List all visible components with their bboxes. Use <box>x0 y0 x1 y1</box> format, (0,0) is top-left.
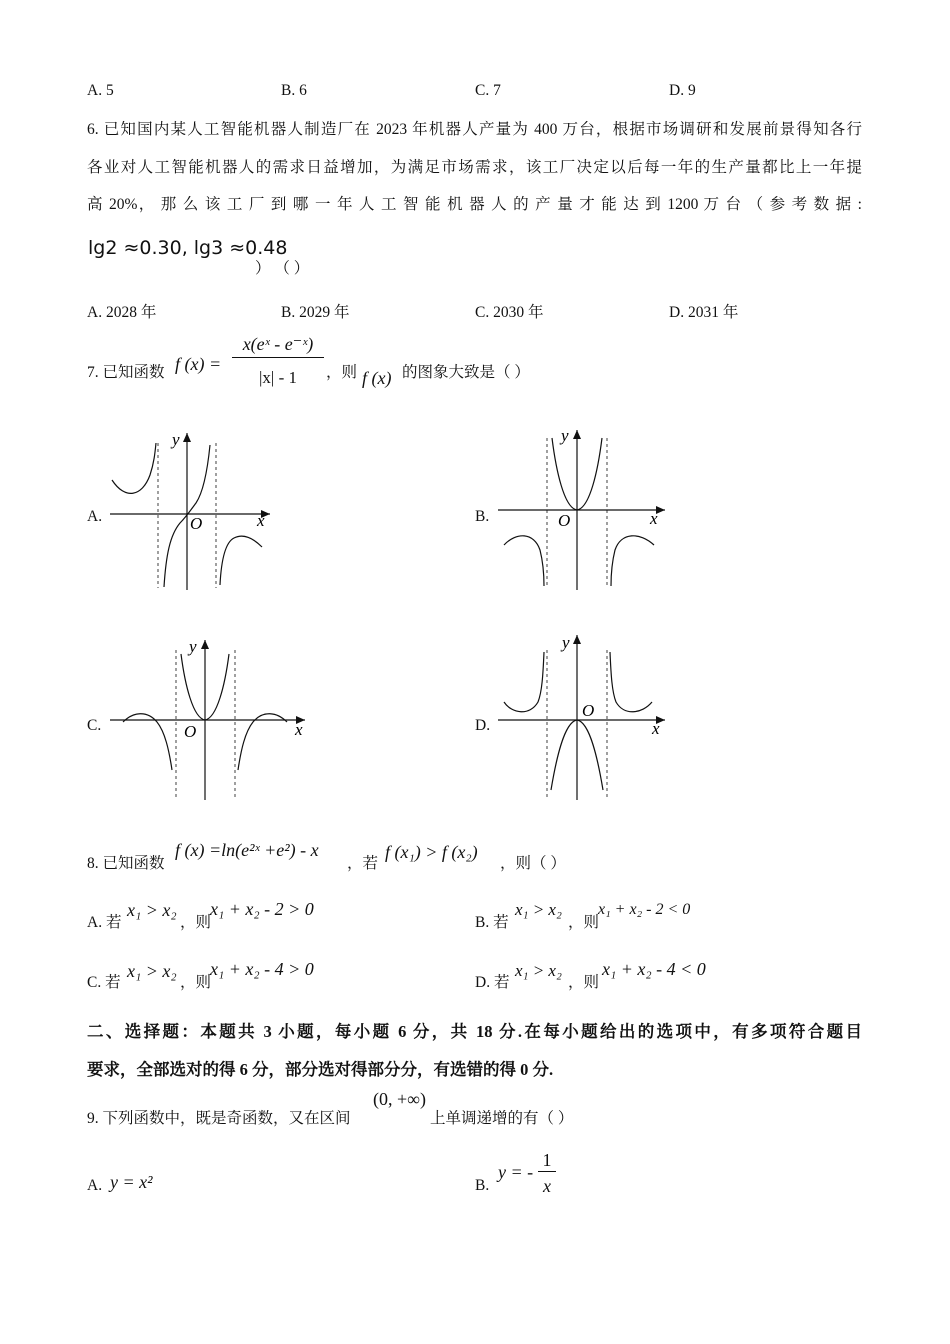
graph-d-curve-left <box>504 652 544 712</box>
q8-option-d-result: x₁ + x₂ - 4 < 0 <box>602 959 706 979</box>
q5-option-c: C. 7 <box>475 82 501 99</box>
graph-b-curve-left <box>504 536 544 586</box>
q9-prefix: 9. 下列函数中，既是奇函数，又在区间 <box>87 1110 351 1127</box>
q8-option-a-result: x₁ + x₂ - 2 > 0 <box>210 899 314 919</box>
graph-d-y-label: y <box>562 633 570 652</box>
q8-option-c-label: C. 若 <box>87 974 121 991</box>
q8-option-b-then: ，则 <box>568 914 600 931</box>
q6-option-a: A. 2028 年 <box>87 304 157 321</box>
section2-heading-line-2: 要求，全部选对的得 6 分，部分选对得部分分，有选错的得 0 分. <box>87 1060 554 1079</box>
q5-option-b: B. 6 <box>281 82 307 99</box>
q7-f-of-x: f (x) = <box>175 354 222 374</box>
q9-option-a-expr: y = x² <box>110 1172 153 1192</box>
q9-suffix: 上单调递增的有（ ） <box>430 1110 574 1127</box>
graph-c-y-label: y <box>189 637 197 656</box>
q8-middle: ，若 <box>347 855 379 872</box>
q8-option-c-then: ，则 <box>180 974 212 991</box>
q9-interval: (0, +∞) <box>373 1089 426 1109</box>
graph-label-b: B. <box>475 508 490 525</box>
q8-condition: f (x₁) > f (x₂) <box>385 842 478 862</box>
q8-option-d-label: D. 若 <box>475 974 510 991</box>
graph-b <box>490 420 675 595</box>
q5-option-a: A. 5 <box>87 82 114 99</box>
q8-prefix: 8. 已知函数 <box>87 855 165 872</box>
q9-option-a-label: A. <box>87 1177 103 1194</box>
graph-a-origin-label: O <box>190 514 203 533</box>
q8-option-b-label: B. 若 <box>475 914 509 931</box>
q9-option-b-numerator: 1 <box>538 1150 556 1172</box>
graph-c-x-label: x <box>295 720 303 739</box>
q8-option-d-cond: x₁ > x₂ <box>515 961 562 980</box>
q8-option-a-cond: x₁ > x₂ <box>127 900 177 920</box>
graph-a-curve-right <box>220 536 262 585</box>
graph-c-origin-label: O <box>184 722 197 741</box>
q6-option-d: D. 2031 年 <box>669 304 739 321</box>
q8-option-a-then: ，则 <box>180 914 212 931</box>
q5-option-d: D. 9 <box>669 82 696 99</box>
q6-option-b: B. 2029 年 <box>281 304 350 321</box>
q9-option-b-denominator: x <box>543 1176 551 1196</box>
q7-f-ref: f (x) <box>362 368 392 388</box>
q7-prefix: 7. 已知函数 <box>87 364 165 381</box>
q8-suffix: ，则（ ） <box>500 855 566 872</box>
q9-option-b-label: B. <box>475 1177 490 1194</box>
q8-option-c-cond: x₁ > x₂ <box>127 961 177 981</box>
q6-option-c: C. 2030 年 <box>475 304 544 321</box>
q7-denominator: |x| - 1 <box>259 368 297 387</box>
q7-suffix: 的图象大致是（ ） <box>402 364 530 381</box>
graph-label-c: C. <box>87 717 102 734</box>
q8-option-d-then: ，则 <box>568 974 600 991</box>
graph-b-x-label: x <box>650 509 658 528</box>
q7-middle: ，则 <box>326 364 358 381</box>
q8-option-c-result: x₁ + x₂ - 4 > 0 <box>210 959 314 979</box>
section2-heading-line-1: 二、选择题：本题共 3 小题，每小题 6 分，共 18 分.在每小题给出的选项中，有多项符合题目 <box>87 1022 862 1041</box>
graph-a-y-label: y <box>172 430 180 449</box>
q8-function: f (x) =ln(e²ˣ +e²) - x <box>175 840 319 860</box>
graph-b-origin-label: O <box>558 511 571 530</box>
q6-line-3: 高 20%， 那 么 该 工 厂 到 哪 一 年 人 工 智 能 机 器 人 的 产 量 才 能 达 到 1200 万 台 （ 参 考 数 据 : <box>87 196 862 213</box>
graph-label-d: D. <box>475 717 491 734</box>
graph-d <box>490 630 675 805</box>
q6-tail: ） （ ） <box>255 260 310 277</box>
q7-numerator: x(eˣ - e⁻ˣ) <box>232 334 324 358</box>
graph-d-curve-right <box>610 652 652 712</box>
graph-c <box>105 630 315 805</box>
graph-d-x-label: x <box>652 719 660 738</box>
graph-a-curve-left <box>112 443 156 493</box>
q6-line-1: 6. 已知国内某人工智能机器人制造厂在 2023 年机器人产量为 400 万台，根据市场调研和发展前景得知各行 <box>87 121 862 138</box>
graph-a <box>100 425 285 595</box>
graph-b-curve-right <box>611 536 654 586</box>
q6-reference-data: lg2 ≈0.30, lg3 ≈0.48 <box>88 237 288 259</box>
q8-option-b-result: x₁ + x₂ - 2 < 0 <box>598 901 691 918</box>
graph-d-origin-label: O <box>582 701 595 720</box>
graph-c-curve-left <box>123 714 172 770</box>
graph-label-a: A. <box>87 508 103 525</box>
q9-option-b-lhs: y = - <box>498 1162 534 1182</box>
q8-option-b-cond: x₁ > x₂ <box>515 900 562 919</box>
graph-c-curve-right <box>238 714 287 770</box>
q8-option-a-label: A. 若 <box>87 914 122 931</box>
q6-line-2: 各业对人工智能机器人的需求日益增加，为满足市场需求，该工厂决定以后每一年的生产量都比上一年提 <box>87 159 862 176</box>
graph-a-x-label: x <box>257 511 265 530</box>
graph-b-y-label: y <box>561 426 569 445</box>
